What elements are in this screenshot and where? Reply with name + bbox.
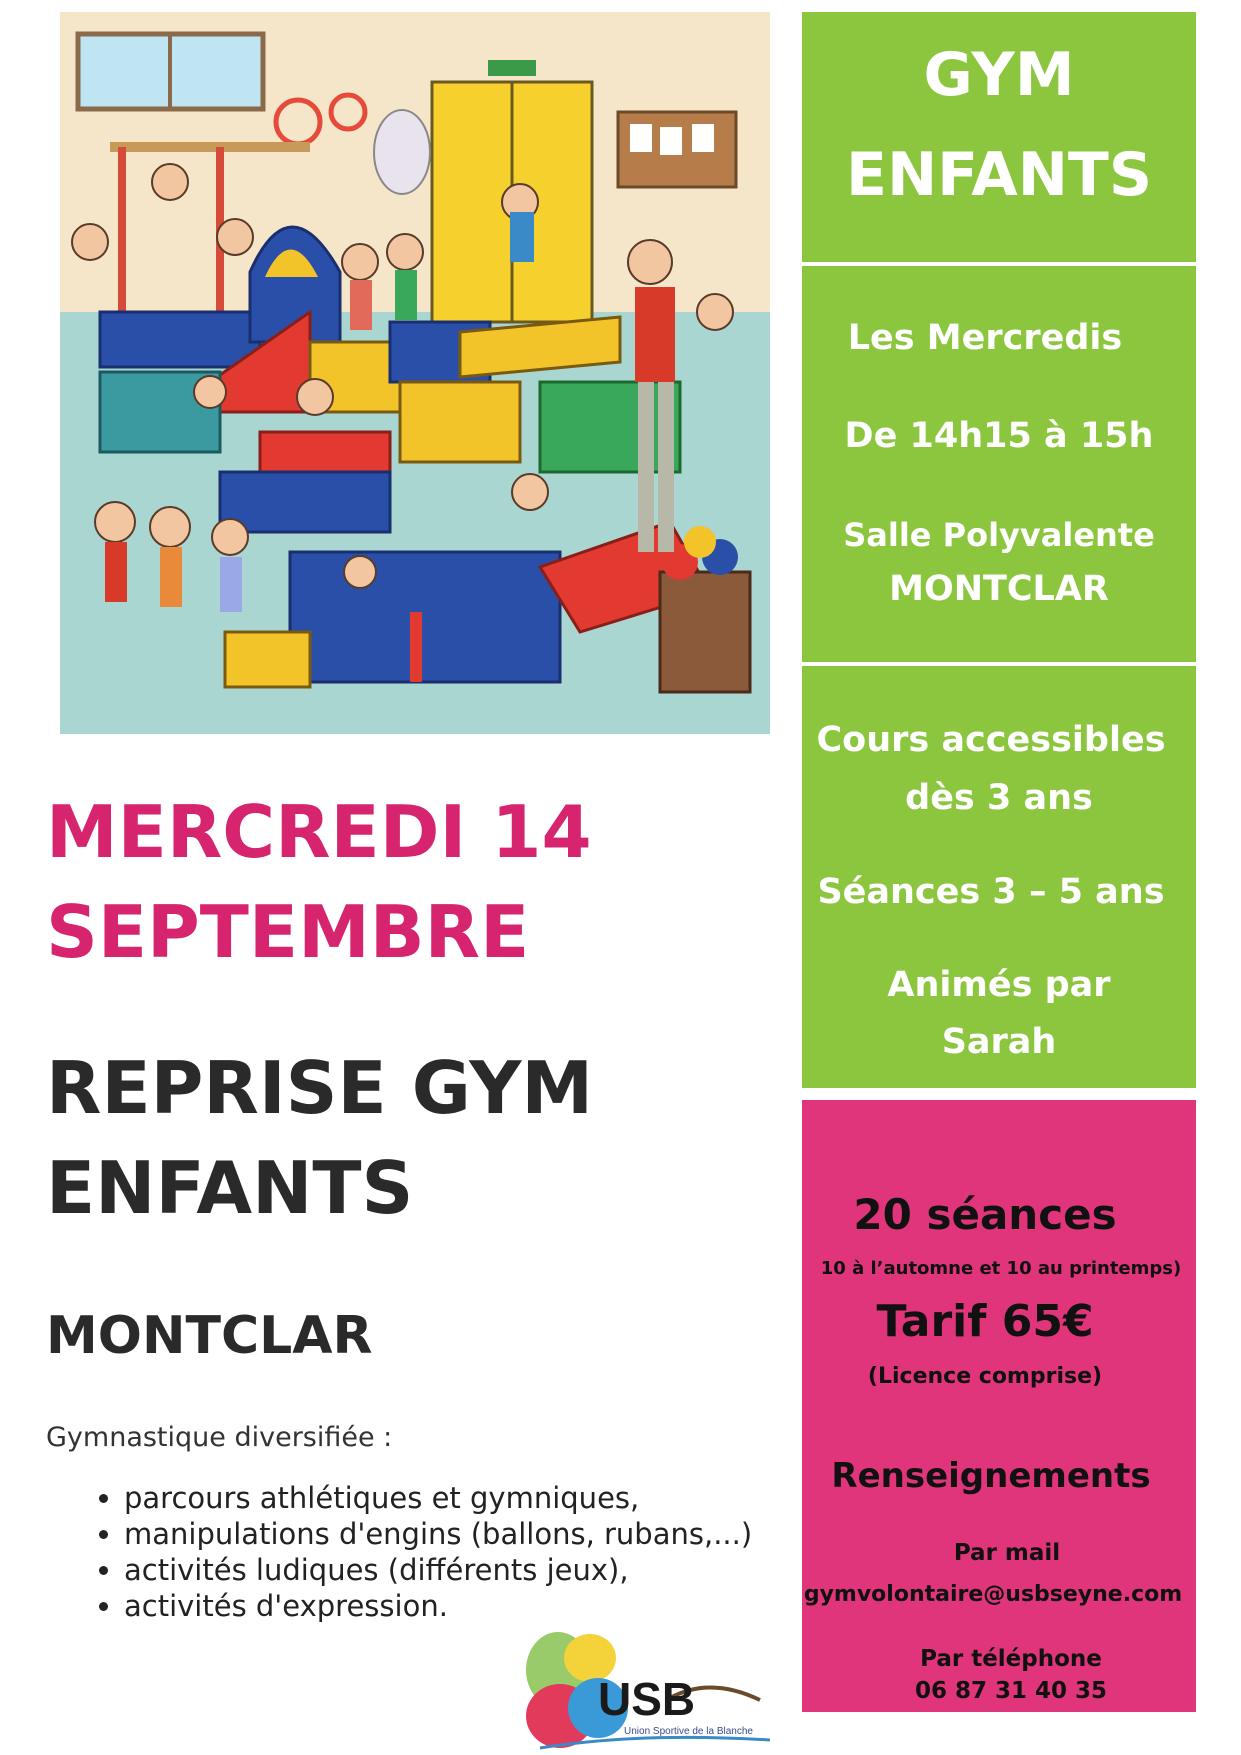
box-title-line1: GYM: [923, 40, 1075, 110]
usb-logo-tagline: Union Sportive de la Blanche: [624, 1726, 753, 1737]
audience-sessions: Séances 3 – 5 ans: [817, 872, 1165, 912]
audience-animated-line2: Sarah: [941, 1022, 1057, 1062]
schedule-hours: De 14h15 à 15h: [844, 416, 1154, 456]
price-note: (Licence comprise): [867, 1364, 1103, 1389]
audience-access-line2: dès 3 ans: [905, 778, 1093, 818]
schedule-days: Les Mercredis: [847, 318, 1123, 358]
phone-label: Par téléphone: [920, 1646, 1102, 1672]
gym-illustration-drawing: [60, 12, 770, 734]
sessions-detail: 10 à l’automne et 10 au printemps): [820, 1258, 1182, 1279]
price: Tarif 65€: [876, 1296, 1094, 1347]
mail-label: Par mail: [953, 1540, 1061, 1566]
usb-logo: [520, 1628, 780, 1752]
main-title-line1: REPRISE GYM: [46, 1046, 594, 1130]
info-title: Renseignements: [831, 1456, 1151, 1496]
main-title-line2: ENFANTS: [46, 1146, 414, 1230]
schedule-place-line1: Salle Polyvalente: [843, 516, 1155, 554]
schedule-box: [802, 266, 1196, 662]
activity-item: • manipulations d'engins (ballons, rubans,...): [124, 1516, 752, 1552]
title-box: [802, 12, 1196, 262]
date-line2: SEPTEMBRE: [46, 890, 530, 974]
usb-logo-text: USB: [598, 1673, 696, 1725]
sessions-count: 20 séances: [853, 1190, 1117, 1239]
email-link[interactable]: gymvolontaire@usbseyne.com: [803, 1582, 1183, 1607]
phone-number[interactable]: 06 87 31 40 35: [914, 1678, 1108, 1704]
activity-item: • parcours athlétiques et gymniques,: [124, 1480, 752, 1516]
gym-illustration: [60, 12, 770, 734]
activity-item: • activités ludiques (différents jeux),: [124, 1552, 752, 1588]
box-title-line2: ENFANTS: [845, 140, 1153, 210]
activities-intro: Gymnastique diversifiée :: [46, 1422, 393, 1453]
audience-access-line1: Cours accessibles: [816, 720, 1166, 760]
audience-box: [802, 666, 1196, 1088]
audience-animated-line1: Animés par: [887, 965, 1111, 1005]
location: MONTCLAR: [46, 1306, 373, 1366]
schedule-place-line2: MONTCLAR: [889, 569, 1109, 609]
date-line1: MERCREDI 14: [46, 790, 592, 874]
pricing-box: [802, 1100, 1196, 1712]
activities-list: [74, 1480, 752, 1624]
activity-item: • activités d'expression.: [124, 1588, 752, 1624]
